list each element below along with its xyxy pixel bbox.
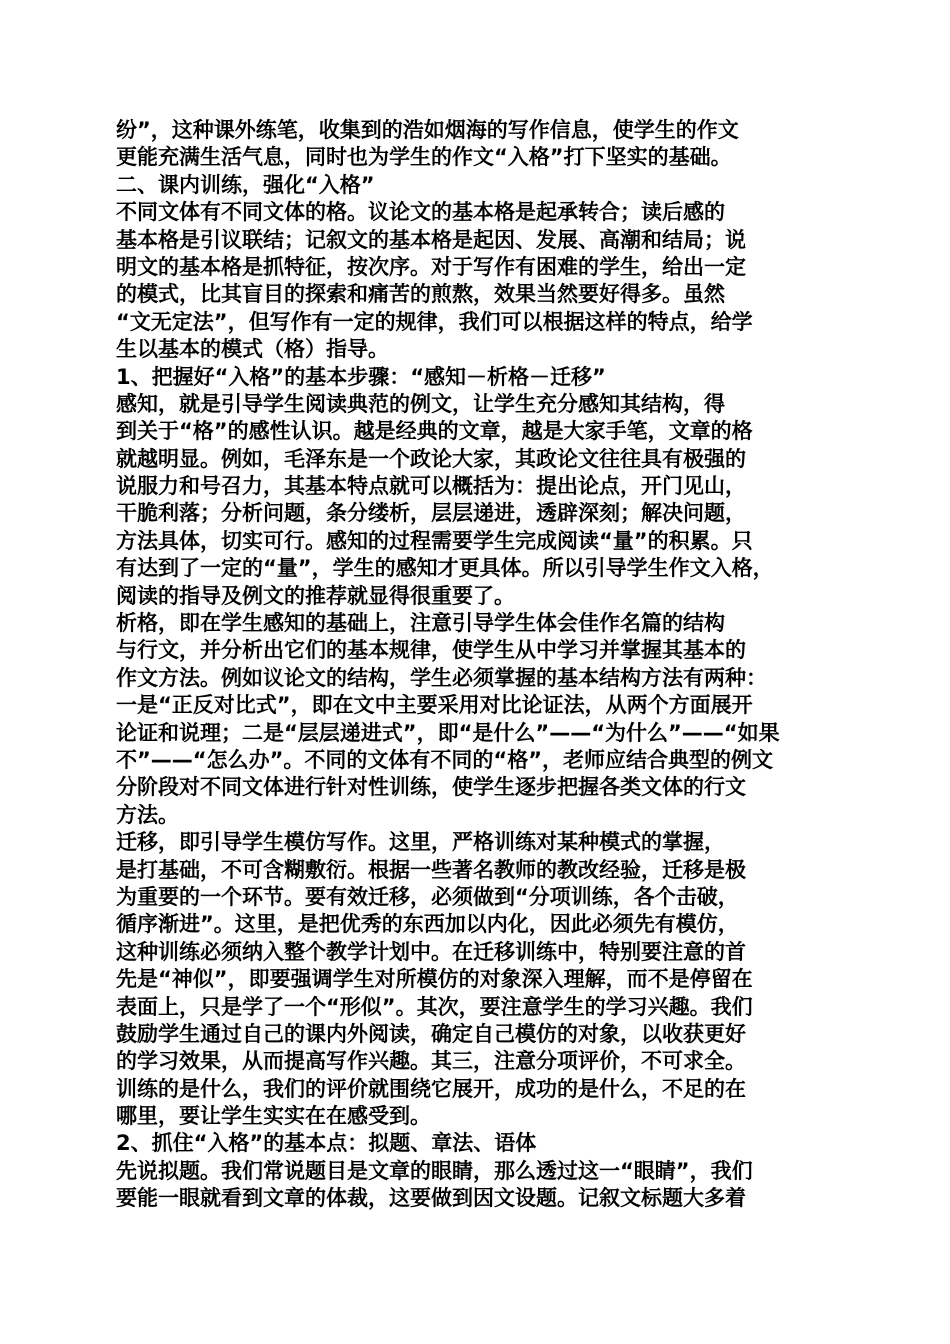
text-line: 论证和说理；二是“层层递进式”，即“是什么”——“为什么”——“如果 xyxy=(116,720,780,745)
text-line: 基本格是引议联结；记叙文的基本格是起因、发展、高潮和结局；说 xyxy=(116,227,746,252)
text-line: 不同文体有不同文体的格。议论文的基本格是起承转合；读后感的 xyxy=(116,200,725,225)
text-line: 循序渐进”。这里，是把优秀的东西加以内化，因此必须先有模仿， xyxy=(116,912,739,937)
text-line: 的模式，比其盲目的探索和痛苦的煎熬，效果当然要好得多。虽然 xyxy=(116,282,725,307)
text-line: 与行文，并分析出它们的基本规律，使学生从中学习并掌握其基本的 xyxy=(116,638,746,663)
text-line: 哪里，要让学生实实在在感受到。 xyxy=(116,1104,431,1129)
text-line: 鼓励学生通过自己的课内外阅读，确定自己模仿的对象，以收获更好 xyxy=(116,1021,746,1046)
text-line: 有达到了一定的“量”，学生的感知才更具体。所以引导学生作文入格， xyxy=(116,556,774,581)
text-line: 为重要的一个环节。要有效迁移，必须做到“分项训练，各个击破， xyxy=(116,884,739,909)
text-line: 这种训练必须纳入整个教学计划中。在迁移训练中，特别要注意的首 xyxy=(116,939,746,964)
text-line: 一是“正反对比式”，即在文中主要采用对比论证法，从两个方面展开 xyxy=(116,693,753,718)
text-line: “文无定法”，但写作有一定的规律，我们可以根据这样的特点，给学 xyxy=(116,309,753,334)
text-line: 明文的基本格是抓特征，按次序。对于写作有困难的学生，给出一定 xyxy=(116,254,746,279)
text-line: 先是“神似”，即要强调学生对所模仿的对象深入理解，而不是停留在 xyxy=(116,967,753,992)
text-line: 训练的是什么，我们的评价就围绕它展开，成功的是什么，不足的在 xyxy=(116,1076,746,1101)
text-line: 到关于“格”的感性认识。越是经典的文章，越是大家手笔，文章的格 xyxy=(116,419,753,444)
text-line: 更能充满生活气息，同时也为学生的作文“入格”打下坚实的基础。 xyxy=(116,145,732,170)
subsection-heading: 2、抓住“入格”的基本点：拟题、章法、语体 xyxy=(116,1131,537,1156)
text-line: 的学习效果，从而提高写作兴趣。其三，注意分项评价，不可求全。 xyxy=(116,1049,746,1074)
text-line: 阅读的指导及例文的推荐就显得很重要了。 xyxy=(116,583,515,608)
text-line: 方法具体，切实可行。感知的过程需要学生完成阅读“量”的积累。只 xyxy=(116,528,753,553)
text-line: 生以基本的模式（格）指导。 xyxy=(116,337,389,362)
section-heading: 二、课内训练，强化“入格” xyxy=(116,172,375,197)
text-line: 说服力和号召力，其基本特点就可以概括为：提出论点，开门见山， xyxy=(116,474,746,499)
text-line: 干脆利落；分析问题，条分缕析，层层递进，透辟深刻；解决问题， xyxy=(116,501,746,526)
text-line: 析格，即在学生感知的基础上，注意引导学生体会佳作名篇的结构 xyxy=(116,611,725,636)
text-line: 是打基础，不可含糊敷衍。根据一些著名教师的教改经验，迁移是极 xyxy=(116,857,746,882)
text-line: 表面上，只是学了一个“形似”。其次，要注意学生的学习兴趣。我们 xyxy=(116,994,753,1019)
text-line: 不”——“怎么办”。不同的文体有不同的“格”，老师应结合典型的例文 xyxy=(116,747,774,772)
subsection-heading: 1、把握好“入格”的基本步骤：“感知－析格－迁移” xyxy=(116,364,606,389)
document-body xyxy=(116,117,841,1213)
text-line: 先说拟题。我们常说题目是文章的眼睛，那么透过这一“眼睛”，我们 xyxy=(116,1158,753,1183)
text-line: 分阶段对不同文体进行针对性训练，使学生逐步把握各类文体的行文 xyxy=(116,775,746,800)
text-line: 就越明显。例如，毛泽东是一个政论大家，其政论文往往具有极强的 xyxy=(116,446,746,471)
text-line: 迁移，即引导学生模仿写作。这里，严格训练对某种模式的掌握， xyxy=(116,830,725,855)
text-line: 要能一眼就看到文章的体裁，这要做到因文设题。记叙文标题大多着 xyxy=(116,1186,746,1211)
text-line: 纷”，这种课外练笔，收集到的浩如烟海的写作信息，使学生的作文 xyxy=(116,118,739,142)
text-line: 作文方法。例如议论文的结构，学生必须掌握的基本结构方法有两种： xyxy=(116,665,767,690)
text-line: 感知，就是引导学生阅读典范的例文，让学生充分感知其结构，得 xyxy=(116,391,725,416)
text-line: 方法。 xyxy=(116,802,179,827)
